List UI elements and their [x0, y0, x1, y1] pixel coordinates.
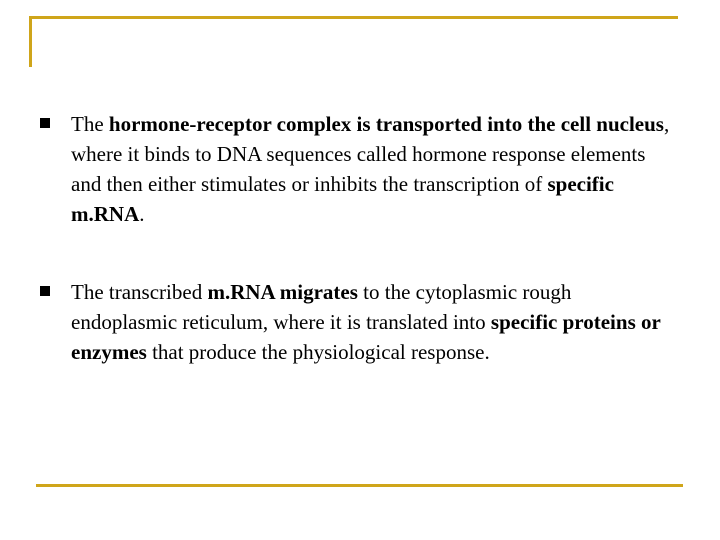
bold-text-segment: specific proteins or enzymes	[71, 310, 661, 364]
frame-left-line	[29, 16, 32, 67]
frame-bottom-line	[36, 484, 683, 487]
bullet-text-1	[71, 109, 671, 229]
bold-text-segment: hormone-receptor complex is transported into the cell nucleus	[108, 112, 664, 136]
square-bullet-icon	[40, 286, 50, 296]
text-segment: to the cytoplasmic rough endoplasmic reticulum, where it is translated into	[71, 280, 572, 334]
frame-top-line	[29, 16, 678, 19]
bold-text-segment: specific m.RNA	[71, 172, 614, 226]
bold-text-segment: m.RNA migrates	[207, 280, 358, 304]
bullet-text-2	[71, 277, 671, 367]
text-segment: , where it binds to DNA sequences called hormone response elements and then either stimulates or inhibits the transcription of	[71, 112, 670, 196]
text-segment: The	[71, 112, 109, 136]
text-segment: .	[139, 202, 145, 226]
text-segment: that produce the physiological response.	[146, 340, 490, 364]
text-segment: The transcribed	[71, 280, 208, 304]
square-bullet-icon	[40, 118, 50, 128]
